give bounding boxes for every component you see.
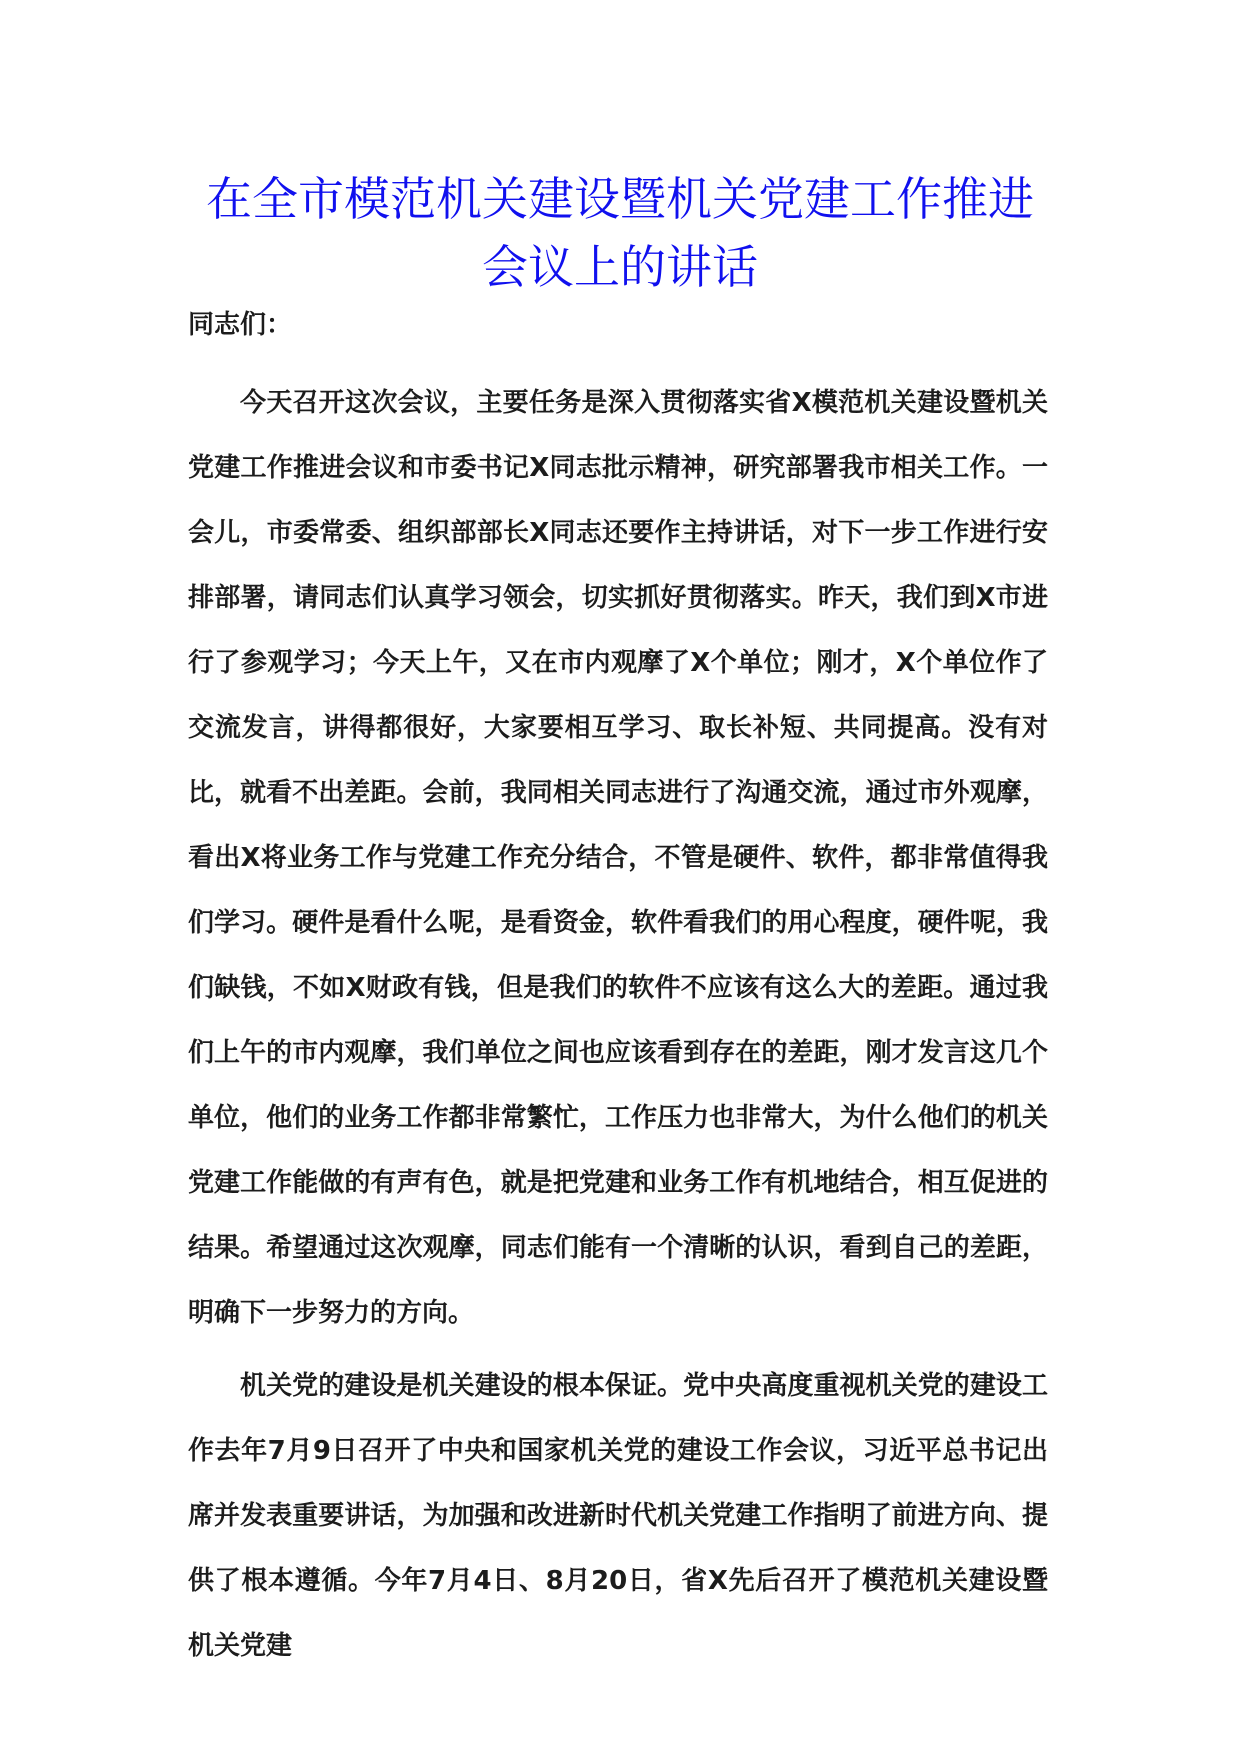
salutation: 同志们：: [188, 310, 293, 340]
paragraph-2: 机关党的建设是机关建设的根本保证。党中央高度重视机关党的建设工作去年7月9日召开了中央和国家机关党的建设工作会议，习近平总书记出席并发表重要讲话，为加强和改进新时代机关党建工作指明了前进方向、提供了根本遵循。今年7月4日、8月20日，省X先后召开了模范机关建设暨机关党建: [188, 1371, 1048, 1661]
title-line-1: 在全市模范机关建设暨机关党建工作推进: [206, 172, 1034, 226]
document-body: [188, 305, 1048, 1679]
document-title: [150, 165, 1090, 301]
title-line-2: 会议上的讲话: [482, 240, 758, 294]
paragraph-1: 今天召开这次会议，主要任务是深入贯彻落实省X模范机关建设暨机关党建工作推进会议和市委书记X同志批示精神，研究部署我市相关工作。一会儿，市委常委、组织部部长X同志还要作主持讲话，对下一步工作进行安排部署，请同志们认真学习领会，切实抓好贯彻落实。昨天，我们到X市进行了参观学习；今天上午，又在市内观摩了X个单位；刚才，X个单位作了交流发言，讲得都很好，大家要相互学习、取长补短、共同提高。没有对比，就看不出差距。会前，我同相关同志进行了沟通交流，通过市外观摩，看出X将业务工作与党建工作充分结合，不管是硬件、软件，都非常值得我们学习。硬件是看什么呢，是看资金，软件看我们的用心程度，硬件呢，我们缺钱，不如X财政有钱，但是我们的软件不应该有这么大的差距。通过我们上午的市内观摩，我们单位之间也应该看到存在的差距，刚才发言这几个单位，他们的业务工作都非常繁忙，工作压力也非常大，为什么他们的机关党建工作能做的有声有色，就是把党建和业务工作有机地结合，相互促进的结果。希望通过这次观摩，同志们能有一个清晰的认识，看到自己的差距，明确下一步努力的方向。: [188, 388, 1048, 1328]
